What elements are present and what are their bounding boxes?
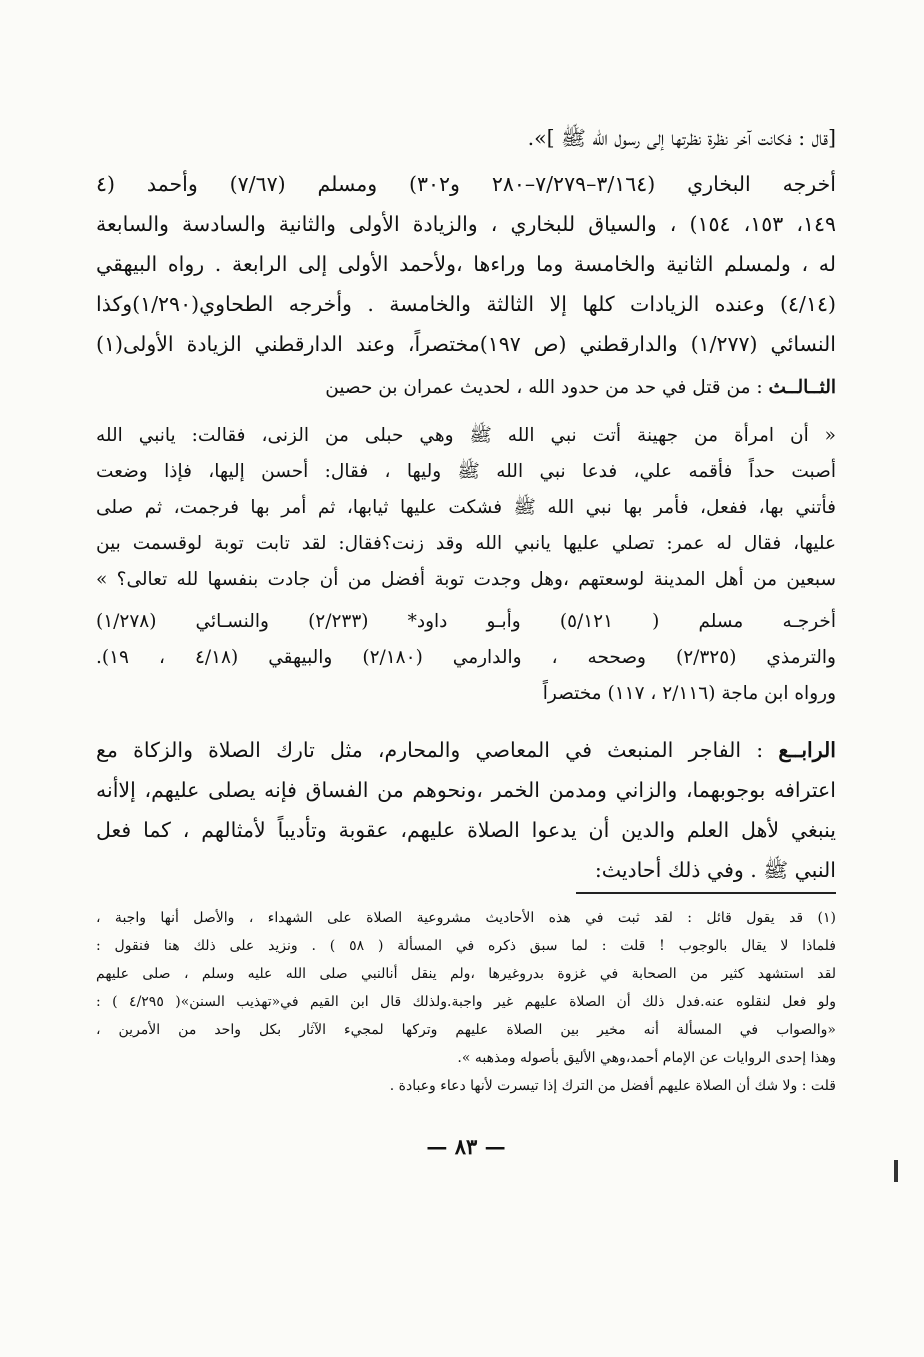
text-line: اعترافه بوجوبهما، والزاني ومدمن الخمر ،ونحوهم من الفساق فإنه يصلى عليهم، إلاأنه [96, 778, 836, 802]
section-heading: الثــالــث [768, 377, 836, 398]
footnote-line: وهذا إحدى الروايات عن الإمام أحمد،وهي الأليق بأصوله ومذهبه ». [457, 1050, 836, 1066]
text-line: (٤/١٤) وعنده الزيادات كلها إلا الثالثة والخامسة . وأخرجه الطحاوي(١/٢٩٠)وكذا [96, 292, 836, 316]
section-fourth [96, 730, 836, 890]
paragraph-takhrij-2 [96, 604, 836, 712]
text-line: « أن امرأة من جهينة أتت نبي الله ﷺ وهي حبلى من الزنى، فقالت: يانبي الله [96, 425, 836, 446]
section-third [96, 370, 836, 406]
footnote-line: لقد استشهد كثير من الصحابة في غزوة بدروغيرها ،ولم ينقل أنالنبي صلى الله عليه وسلم ، صلى عليهم [96, 966, 836, 982]
text-line: النبي ﷺ . وفي ذلك أحاديث: [594, 858, 836, 882]
text-line: أخرجه البخاري (٣/١٦٤–٧/٢٧٩–٢٨٠ و٣٠٢) ومسلم (٧/٦٧) وأحمد (٤ [96, 172, 836, 196]
text-line [96, 730, 836, 770]
text-line: سبعين من أهل المدينة لوسعتهم ،وهل وجدت توبة أفضل من أن جادت بنفسها لله تعالى؟ » [96, 569, 836, 590]
section-heading: الرابــع [778, 738, 836, 762]
margin-mark [894, 1160, 898, 1182]
text-line: أصبت حداً فأقمه علي، فدعا نبي الله ﷺ وليها ، فقال: أحسن إليها، فإذا وضعت [96, 461, 836, 482]
book-page [96, 118, 836, 1159]
text-line: ورواه ابن ماجة (٢/١١٦ ، ١١٧) مختصراً [542, 683, 836, 704]
section-text: : من قتل في حد من حدود الله ، لحديث عمران بن حصين [325, 377, 763, 398]
text-line: له ، ولمسلم الثانية والخامسة وما وراءها ،ولأحمد الأولى إلى الرابعة . رواه البيهقي [96, 252, 836, 276]
text-line: فأتني بها، ففعل، فأمر بها نبي الله ﷺ فشكت عليها ثيابها، ثم أمر بها فرجمت، ثم صلى [96, 497, 836, 518]
footnote-line: فلماذا لا يقال بالوجوب ! قلت : لما سبق ذكره في المسألة ( ٥٨ ) . ونزيد على ذلك هنا فنقول : [96, 938, 836, 954]
text-line: ينبغي لأهل العلم والدين أن يدعوا الصلاة عليهم، عقوبة وتأديباً لأمثالهم ، كما فعل [96, 818, 836, 842]
footnote-line: قلت : ولا شك أن الصلاة عليهم أفضل من الترك إذا تيسرت لأنها دعاء وعبادة . [389, 1078, 836, 1094]
footnote-line: (١) قد يقول قائل : لقد ثبت في هذه الأحاديث مشروعية الصلاة على الشهداء ، والأصل أنها واجبة ، [96, 910, 836, 926]
text-line: والترمذي (٢/٣٢٥) وصححه ، والدارمي (٢/١٨٠) والبيهقي (٤/١٨ ، ١٩). [96, 647, 836, 668]
text-line: أخرجـه مسلم ( ٥/١٢١) وأبـو داود* (٢/٢٣٣) والنسـائي (١/٢٧٨) [96, 611, 836, 632]
page-number: — ٨٣ — [426, 1134, 506, 1159]
footnote-line: «والصواب في المسألة أنه مخير بين الصلاة عليهم وتركها لمجيء الآثار بكل واحد من الأمرين ، [96, 1022, 836, 1038]
footnote-divider [576, 892, 836, 894]
text-line: النسائي (١/٢٧٧) والدارقطني (ص ١٩٧)مختصراً، وعند الدارقطني الزيادة الأولى(١) [96, 332, 836, 356]
footnotes [96, 904, 836, 1100]
hadith-quote [96, 418, 836, 598]
intro-line: [قال : فكانت آخر نظرة نظرتها إلى رسول الله ﷺ ]». [527, 126, 836, 150]
paragraph-takhrij-1 [96, 164, 836, 364]
footnote-line: ولو فعل لنقلوه عنه.فدل ذلك أن الصلاة عليهم غير واجبة.ولذلك قال ابن القيم في«تهذيب السنن»( ٤/٢٩٥ ) : [96, 994, 836, 1010]
text-line: ١٤٩، ١٥٣، ١٥٤) ، والسياق للبخاري ، والزيادة الأولى والثانية والسادسة والسابعة [96, 212, 836, 236]
text-line: عليها، فقال له عمر: تصلي عليها يانبي الله وقد زنت؟فقال: لقد تابت توبة لوقسمت بين [96, 533, 836, 554]
section-text: : الفاجر المنبعث في المعاصي والمحارم، مثل تارك الصلاة والزكاة مع [96, 738, 764, 762]
